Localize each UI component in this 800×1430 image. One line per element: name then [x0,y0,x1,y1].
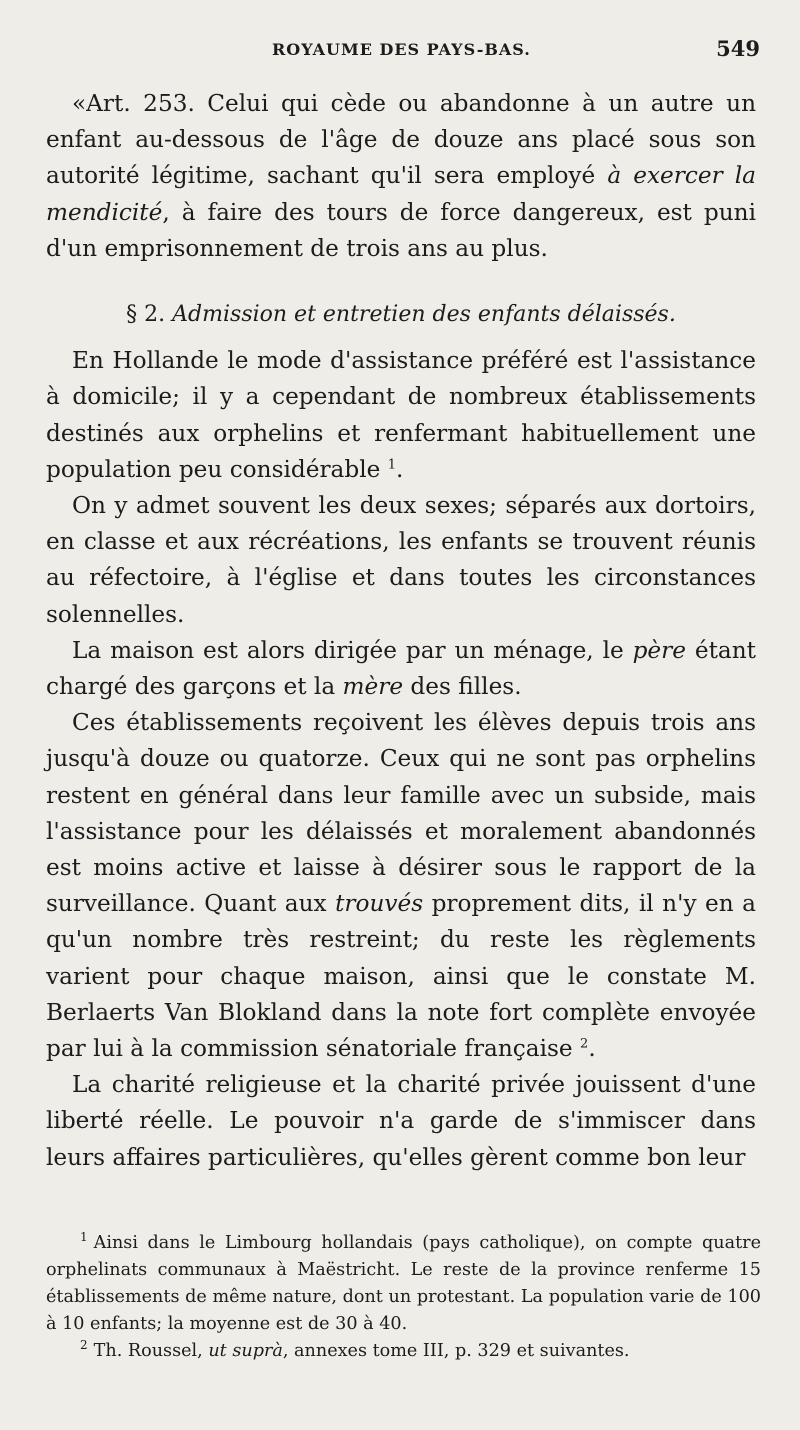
footnote-ref-1: 1 [387,457,396,473]
main-text [46,86,756,1176]
page-number: 549 [716,36,760,61]
paragraph-sexes: On y admet souvent les deux sexes; séparés aux dortoirs, en classe et aux récréations, les enfants se trouvent réunis au réfectoire, à l'église et dans toutes les circonstances solennelles. [46,492,756,628]
section-title: Admission et entretien des enfants délaissés. [172,302,676,328]
section-heading [46,297,756,333]
paragraph-assistance: En Hollande le mode d'assistance préféré est l'assistance à domicile; il y a cependant de nombreux établissements destinés aux orphelins et renfermant habituellement une population peu considérable $^1$. [46,347,756,483]
section-number: § 2. [126,302,173,328]
paragraph-article-253: «Art. 253. Celui qui cède ou abandonne à un autre un enfant au-dessous de l'âge de douze ans placé sous son autorité légitime, sachant qu'il sera employé à exercer la mendicité, à faire des tours de force dangereux, est puni d'un emprisonnement de trois ans au plus. [46,90,756,262]
italic-phrase: à exercer la mendicité [46,162,756,226]
footnote-2: $^2$ Th. Roussel, ut suprà, annexes tome III, p. 329 et suivantes. [80,1338,630,1361]
paragraph-etablissements: Ces établissements reçoivent les élèves depuis trois ans jusqu'à douze ou quatorze. Ceux qui ne sont pas orphelins restent en général dans leur famille avec un subside, mais l'assistance pour les délaissés et moralement abandonnés est moins active et laisse à désirer sous le rapport de la surveillance. Quant aux trouvés proprement dits, il n'y en a qu'un nombre très restreint; du reste les règlements varient pour chaque maison, ainsi que le constate M. Berlaerts Van Blokland dans la note fort complète envoyée par lui à la commission sénatoriale française $^2$. [46,709,756,1063]
footnote-mark-1: 1 [80,1230,88,1245]
footnotes [46,1230,761,1365]
footnote-mark-2: 2 [80,1338,88,1353]
page-header [0,36,800,66]
running-head: ROYAUME DES PAYS-BAS. [272,40,531,59]
paragraph-menage: La maison est alors dirigée par un ménage, le père étant chargé des garçons et la mère des filles. [46,636,756,701]
footnote-1: $^1$ Ainsi dans le Limbourg hollandais (pays catholique), on compte quatre orphelinats communaux à Maëstricht. Le reste de la province renferme 15 établissements de même nature, dont un protestant. La population varie de 100 à 10 enfants; la moyenne est de 30 à 40. [46,1230,761,1334]
paragraph-charite: La charité religieuse et la charité privée jouissent d'une liberté réelle. Le pouvoir n'a garde de s'immiscer dans leurs affaires particulières, qu'elles gèrent comme bon leur [46,1071,756,1171]
footnote-ref-2: 2 [580,1036,589,1052]
